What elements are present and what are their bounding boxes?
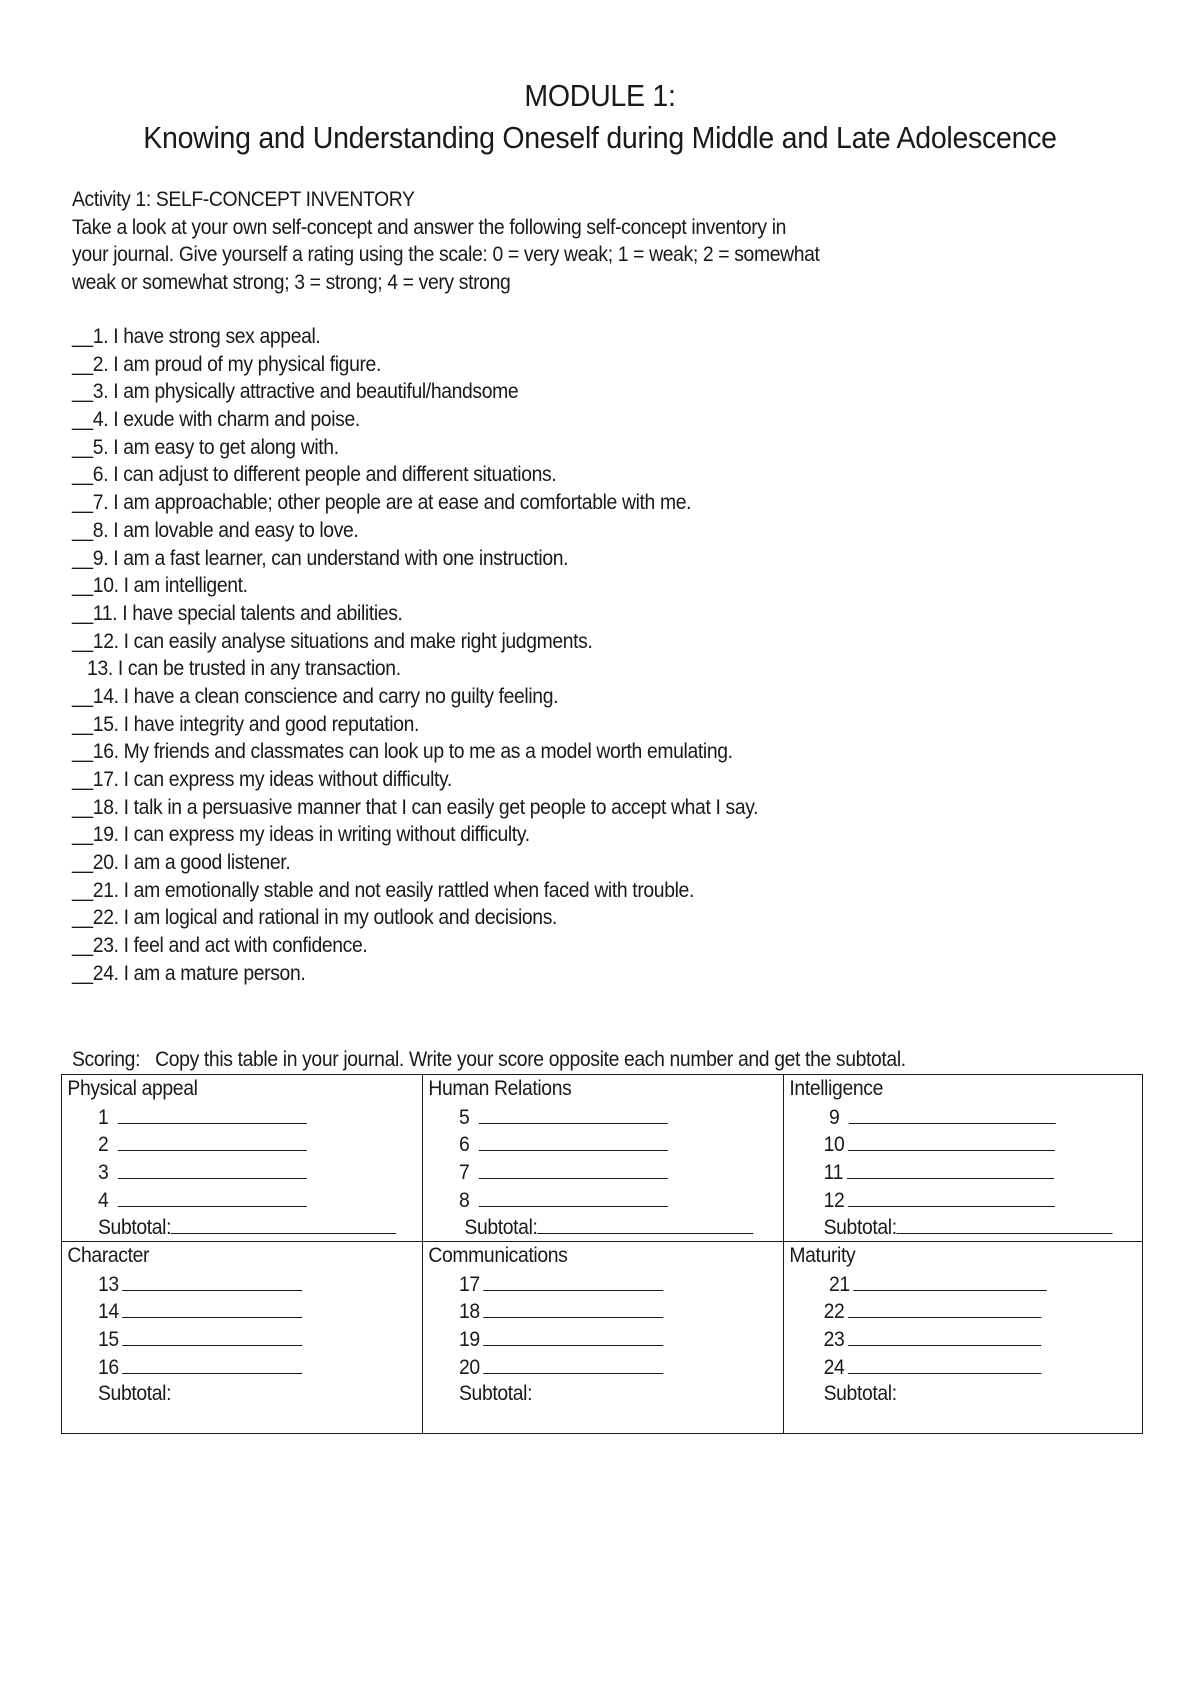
score-blank[interactable] (122, 1353, 302, 1374)
score-row (428, 1325, 743, 1353)
item-number: 5 (459, 1104, 470, 1129)
score-blank[interactable] (848, 1130, 1055, 1151)
score-cell-physical-appeal (62, 1075, 418, 1241)
item-number: 19 (459, 1327, 480, 1352)
score-row (789, 1353, 1104, 1381)
item-number: 2 (98, 1132, 109, 1157)
score-blank[interactable] (848, 1353, 1041, 1374)
inventory-item: __18. I talk in a persuasive manner that I can easily get people to accept what I say. (72, 794, 759, 819)
subtotal-label: Subtotal: (823, 1381, 897, 1406)
score-row (789, 1103, 1104, 1131)
score-cell-communications (423, 1242, 779, 1408)
score-blank[interactable] (479, 1186, 668, 1207)
subtotal-row (789, 1213, 1104, 1241)
subtotal-label: Subtotal: (459, 1381, 533, 1406)
score-blank[interactable] (483, 1270, 663, 1291)
score-row (67, 1158, 382, 1186)
inventory-item: __14. I have a clean conscience and carry no guilty feeling. (72, 683, 559, 708)
score-row (67, 1353, 382, 1381)
inventory-item: __12. I can easily analyse situations and make right judgments. (72, 628, 593, 653)
category-name: Physical appeal (67, 1076, 198, 1100)
score-row (789, 1325, 1104, 1353)
item-number: 20 (459, 1354, 480, 1379)
item-number: 14 (98, 1299, 119, 1324)
subtotal-row (428, 1213, 743, 1241)
scoring-table (61, 1074, 1143, 1434)
score-row (67, 1325, 382, 1353)
score-blank[interactable] (847, 1158, 1054, 1179)
category-name: Maturity (789, 1243, 856, 1267)
inventory-item: __24. I am a mature person. (72, 960, 306, 985)
score-blank[interactable] (479, 1158, 668, 1179)
item-number: 16 (98, 1354, 119, 1379)
inventory-item: __10. I am intelligent. (72, 573, 248, 598)
inventory-list (72, 323, 758, 988)
inventory-item: __1. I have strong sex appeal. (72, 324, 321, 348)
inventory-item: __16. My friends and classmates can look up to me as a model worth emulating. (72, 739, 733, 764)
score-cell-character (62, 1242, 418, 1408)
activity-heading: Activity 1: SELF-CONCEPT INVENTORY (72, 187, 415, 211)
score-row (789, 1297, 1104, 1325)
score-row (428, 1353, 743, 1381)
score-row (428, 1297, 743, 1325)
score-row (67, 1103, 382, 1131)
inventory-item: __19. I can express my ideas in writing without difficulty. (72, 822, 530, 847)
inventory-item: __11. I have special talents and abilities. (72, 600, 403, 625)
inventory-item: __17. I can express my ideas without difficulty. (72, 767, 452, 791)
item-number: 3 (98, 1160, 109, 1185)
category-name: Intelligence (789, 1076, 883, 1100)
activity-intro (72, 186, 820, 297)
score-row (428, 1186, 743, 1214)
subtotal-row (428, 1380, 743, 1408)
subtotal-label: Subtotal: (464, 1215, 538, 1240)
item-number: 23 (823, 1327, 845, 1352)
subtotal-row (67, 1380, 382, 1408)
score-row (428, 1158, 743, 1186)
instruction-line: weak or somewhat strong; 3 = strong; 4 = very strong (72, 270, 511, 295)
item-number: 11 (823, 1160, 843, 1185)
score-blank[interactable] (122, 1270, 302, 1291)
score-blank[interactable] (853, 1270, 1047, 1291)
inventory-item: __9. I am a fast learner, can understand with one instruction. (72, 545, 569, 570)
inventory-item: __15. I have integrity and good reputation. (72, 711, 420, 736)
score-blank[interactable] (483, 1297, 663, 1318)
inventory-item: __21. I am emotionally stable and not easily rattled when faced with trouble. (72, 877, 694, 902)
instruction-line: Take a look at your own self-concept and answer the following self-concept inventory in (72, 214, 787, 239)
inventory-item: __2. I am proud of my physical figure. (72, 351, 381, 376)
score-cell-intelligence (784, 1075, 1140, 1241)
score-blank[interactable] (848, 1297, 1041, 1318)
inventory-item: __20. I am a good listener. (72, 850, 291, 875)
subtotal-label: Subtotal: (98, 1215, 172, 1240)
inventory-item: __22. I am logical and rational in my outlook and decisions. (72, 905, 558, 930)
scoring-instructions: Scoring: Copy this table in your journal. Write your score opposite each number and get the subtotal. (72, 1047, 906, 1071)
inventory-item: __3. I am physically attractive and beautiful/handsome (72, 379, 519, 404)
score-row (789, 1130, 1104, 1158)
item-number: 1 (98, 1104, 109, 1129)
score-row (789, 1270, 1104, 1298)
score-row (789, 1158, 1104, 1186)
score-blank[interactable] (118, 1130, 307, 1151)
module-subtitle: Knowing and Understanding Oneself during Middle and Late Adolescence (143, 120, 1057, 155)
score-row (428, 1103, 743, 1131)
score-row (428, 1270, 743, 1298)
inventory-item: __5. I am easy to get along with. (72, 434, 339, 459)
score-cell-human-relations (423, 1075, 779, 1241)
score-blank[interactable] (122, 1325, 302, 1346)
subtotal-label: Subtotal: (98, 1381, 172, 1406)
score-row (67, 1130, 382, 1158)
score-row (67, 1186, 382, 1214)
inventory-item: 13. I can be trusted in any transaction. (72, 656, 401, 681)
score-blank[interactable] (479, 1103, 668, 1124)
score-blank[interactable] (848, 1186, 1055, 1207)
item-number: 15 (98, 1327, 119, 1352)
item-number: 24 (823, 1354, 845, 1379)
item-number: 4 (98, 1187, 109, 1212)
item-number: 7 (459, 1160, 470, 1185)
item-number: 13 (98, 1271, 119, 1296)
score-cell-maturity (784, 1242, 1140, 1408)
score-blank[interactable] (122, 1297, 302, 1318)
score-row (67, 1270, 382, 1298)
score-blank[interactable] (483, 1325, 663, 1346)
item-number: 8 (459, 1187, 470, 1212)
score-blank[interactable] (118, 1103, 307, 1124)
item-number: 6 (459, 1132, 470, 1157)
score-blank[interactable] (118, 1158, 307, 1179)
subtotal-blank[interactable] (897, 1213, 1113, 1234)
item-number: 17 (459, 1271, 480, 1296)
subtotal-row (789, 1380, 1104, 1408)
item-number: 18 (459, 1299, 480, 1324)
subtotal-blank[interactable] (538, 1213, 754, 1234)
item-number: 10 (823, 1132, 845, 1157)
inventory-item: __8. I am lovable and easy to love. (72, 517, 359, 542)
score-blank[interactable] (848, 1325, 1041, 1346)
item-number: 12 (823, 1187, 845, 1212)
score-row (428, 1130, 743, 1158)
subtotal-label: Subtotal: (823, 1215, 897, 1240)
inventory-item: __23. I feel and act with confidence. (72, 933, 368, 958)
item-number: 22 (823, 1299, 845, 1324)
item-number: 9 (829, 1104, 840, 1129)
score-row (789, 1186, 1104, 1214)
category-name: Communications (428, 1243, 568, 1267)
inventory-item: __6. I can adjust to different people and different situations. (72, 462, 557, 487)
item-number: 21 (829, 1271, 850, 1296)
score-blank[interactable] (118, 1186, 307, 1207)
inventory-item: __4. I exude with charm and poise. (72, 407, 360, 432)
instruction-line: your journal. Give yourself a rating using the scale: 0 = very weak; 1 = weak; 2 = somewhat (72, 242, 820, 267)
score-blank[interactable] (479, 1130, 668, 1151)
subtotal-row (67, 1213, 382, 1241)
score-row (67, 1297, 382, 1325)
score-blank[interactable] (483, 1353, 663, 1374)
inventory-item: __7. I am approachable; other people are at ease and comfortable with me. (72, 490, 692, 515)
subtotal-blank[interactable] (171, 1213, 396, 1234)
module-title: MODULE 1: (524, 78, 676, 113)
score-blank[interactable] (849, 1103, 1056, 1124)
category-name: Human Relations (428, 1076, 572, 1100)
category-name: Character (67, 1243, 150, 1267)
